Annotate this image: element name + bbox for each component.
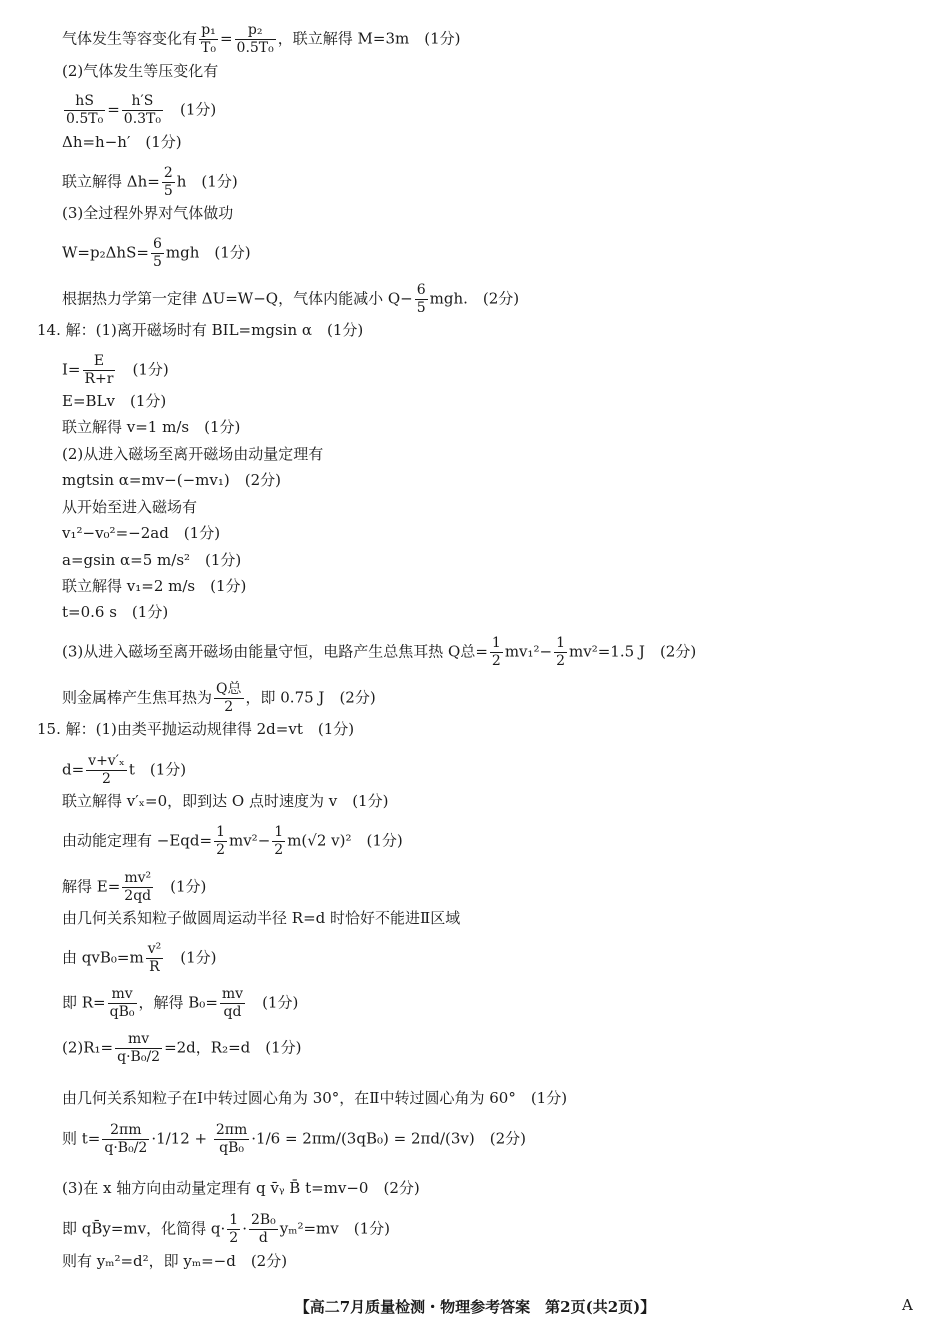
page-footer: 【高二7月质量检测・物理参考答案 第2页(共2页)】: [294, 1298, 656, 1316]
line-3: $\frac{hS}{\text{0.5T₀}}$ = $\frac{h'S}{\text{0.3T₀}}$ (1分): [66, 93, 217, 127]
line-33: (3)在 x 轴方向由动量定理有 q v̄ᵧ B̄ t=mv−0 (2分): [62, 1179, 420, 1197]
line-10: I= $\frac{E}{R+r}$ (1分): [62, 353, 169, 387]
line-6: (3)全过程外界对气体做功: [62, 204, 234, 222]
line-1: 气体发生等容变化有 $\frac{\text{p₁}}{\text{T₀}}$ = $\frac{\text{p₂}}{\text{0.5T₀}}$ ，联立解得 M=3m (1分): [62, 22, 461, 56]
line-11: E=BLv (1分): [62, 392, 167, 410]
line-28: 由 qvB₀=m $\frac{\text{v²}}{R}$ (1分): [62, 941, 217, 975]
line-20: (3)从进入磁场至离开磁场由能量守恒，电路产生总焦耳热 Q总= $\frac{1}{2}$ mv₁²− $\frac{1}{2}$ mv²=1.5 J (2分): [62, 635, 697, 669]
line-7: W=p₂ΔhS= $\frac{6}{5}$ mgh (1分): [62, 236, 251, 270]
line-27: 由几何关系知粒子做圆周运动半径 R=d 时恰好不能进Ⅱ区域: [62, 909, 461, 927]
line-16: v₁²−v₀²=−2ad (1分): [62, 524, 221, 542]
line-2: (2)气体发生等压变化有: [62, 62, 219, 80]
line-19: t=0.6 s (1分): [62, 603, 169, 621]
line-22: 15. 解：(1)由类平抛运动规律得 2d=vt (1分): [37, 720, 355, 738]
line-8: 根据热力学第一定律 ΔU=W−Q，气体内能减小 Q− $\frac{6}{5}$ mgh. (2分): [62, 282, 520, 316]
line-30: (2)R₁= $\frac{mv}{\text{q·B₀/2}}$ =2d，R₂=d (1分): [62, 1031, 302, 1065]
line-15: 从开始至进入磁场有: [62, 498, 198, 516]
line-17: a=gsin α=5 m/s² (1分): [62, 551, 242, 569]
line-26: 解得 E= $\frac{\text{mv²}}{2qd}$ (1分): [62, 870, 207, 904]
line-12: 联立解得 v=1 m/s (1分): [62, 418, 241, 436]
line-35: 则有 yₘ²=d²，即 yₘ=−d (2分): [62, 1252, 288, 1270]
line-24: 联立解得 v′ₓ=0，即到达 O 点时速度为 v (1分): [62, 792, 389, 810]
line-32: 则 t= $\frac{2\pi m}{\text{q·B₀/2}}$ ·1/12 + $\frac{2\pi m}{\text{qB₀}}$ ·1/6 = 2πm/(3qB₀) = 2πd/(3v) (2分): [62, 1122, 526, 1156]
line-31: 由几何关系知粒子在Ⅰ中转过圆心角为 30°，在Ⅱ中转过圆心角为 60° (1分): [62, 1089, 568, 1107]
line-29: 即 R= $\frac{mv}{\text{qB₀}}$ ，解得 B₀= $\frac{mv}{qd}$ (1分): [62, 986, 299, 1020]
version-label: A: [902, 1296, 913, 1314]
line-23: d= $\frac{\text{v+v′ₓ}}{2}$ t (1分): [62, 753, 187, 787]
line-13: (2)从进入磁场至离开磁场由动量定理有: [62, 445, 324, 463]
line-9: 14. 解：(1)离开磁场时有 BIL=mgsin α (1分): [37, 321, 364, 339]
line-4: Δh=h−h′ (1分): [62, 133, 182, 151]
line-21: 则金属棒产生焦耳热为 $\frac{\text{Q总}}{2}$ ，即 0.75 J (2分): [62, 681, 376, 715]
line-5: 联立解得 Δh= $\frac{2}{5}$ h (1分): [62, 165, 238, 199]
line-25: 由动能定理有 −Eqd= $\frac{1}{2}$ mv²− $\frac{1}{2}$ m(√2 v)² (1分): [62, 824, 403, 858]
line-14: mgtsin α=mv−(−mv₁) (2分): [62, 471, 281, 489]
line-34: 即 qB̄y=mv，化简得 q· $\frac{1}{2}$ · $\frac{\text{2B₀}}{d}$ yₘ²=mv (1分): [62, 1212, 390, 1246]
line-18: 联立解得 v₁=2 m/s (1分): [62, 577, 247, 595]
